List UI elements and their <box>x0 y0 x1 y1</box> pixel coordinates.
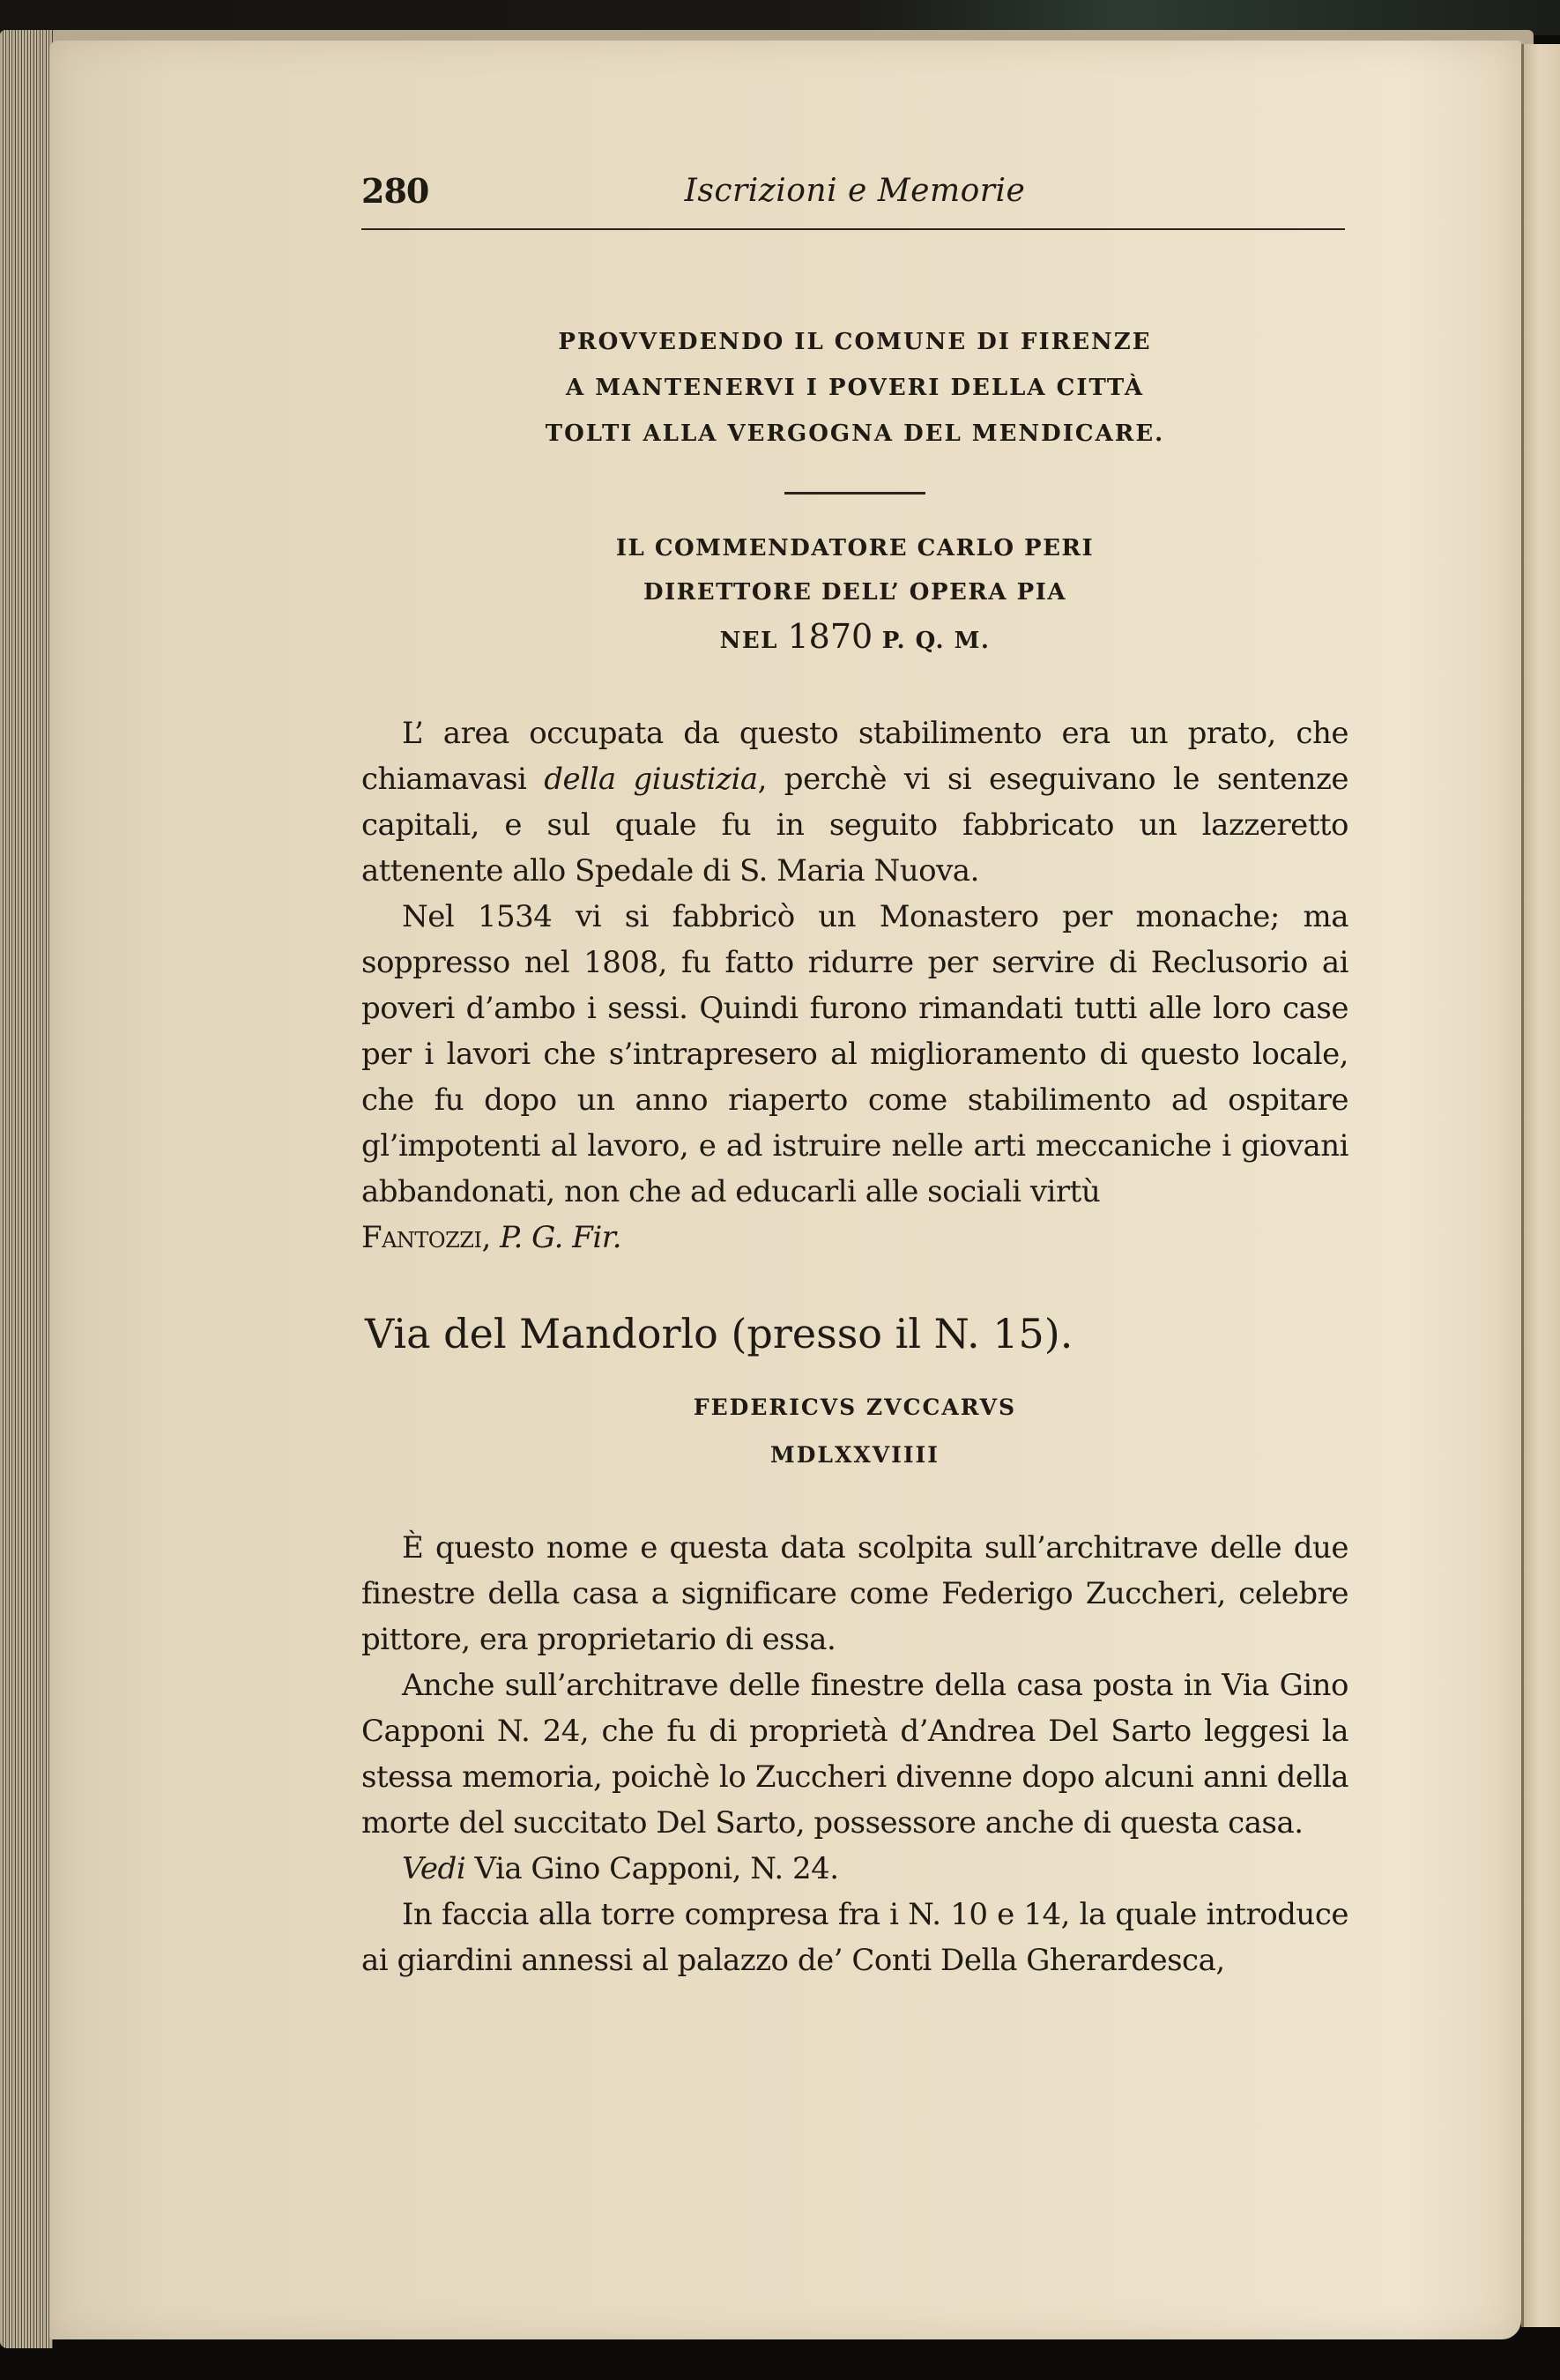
inscription-divider <box>784 492 925 495</box>
inscription-year: 1870 <box>787 617 873 656</box>
paragraph-text: , perchè vi si eseguivano le sentenze capitali, e sul quale fu in seguito fabbricato un lazzeretto attenente allo Spedale di S. Maria Nuova. <box>361 762 1348 889</box>
citation <box>361 1215 1348 1261</box>
inscription-line: IL COMMENDATORE CARLO PERI <box>615 535 1095 562</box>
inscription-line <box>361 614 1348 663</box>
page-stack-left <box>0 30 53 2348</box>
paragraph-area <box>361 710 1348 894</box>
running-head <box>361 164 1348 217</box>
citation-author: Fantozzi, <box>361 1220 491 1255</box>
inscription-text: P. Q. M. <box>873 628 991 654</box>
inscription-line: MDLXXVIIII <box>770 1442 940 1468</box>
page-fold-right <box>1521 44 1560 2327</box>
running-title: Iscrizioni e Memorie <box>684 173 1026 209</box>
italic-term: della giustizia <box>544 762 758 797</box>
paragraph-text: Anche sull’architrave delle finestre della casa posta in Via Gino Capponi N. 24, che fu di proprietà d’Andrea Del Sarto leggesi la stessa memoria, poichè lo Zuccheri divenne dopo alcuni anni della morte del succitato Del Sarto, possessore anche di questa casa. <box>361 1668 1348 1841</box>
paragraph-torre <box>361 1892 1348 1983</box>
inscription-comune <box>361 319 1348 457</box>
inscription-line: FEDERICVS ZVCCARVS <box>693 1395 1017 1420</box>
cross-reference-text: Via Gino Capponi, N. 24. <box>465 1851 839 1886</box>
paragraph-history <box>361 894 1348 1215</box>
cross-reference-label: Vedi <box>402 1851 466 1886</box>
inscription-line: DIRETTORE DELL’ OPERA PIA <box>643 579 1067 606</box>
citation-work: P. G. Fir. <box>500 1220 622 1255</box>
inscription-text: NEL <box>719 628 788 654</box>
paragraph-text: È questo nome e questa data scolpita sull’architrave delle due finestre della casa a significare come Federigo Zuccheri, celebre pittore, era proprietario di essa. <box>361 1530 1348 1657</box>
page-number: 280 <box>361 171 429 211</box>
page-content <box>361 164 1348 1983</box>
paragraph-text: Nel 1534 vi si fabbricò un Monastero per monache; ma soppresso nel 1808, fu fatto ridurre per servire di Reclusorio ai poveri d’ambo i sessi. Quindi furono rimandati tutti alle loro case per i lavori che s’intrapresero al miglioramento di questo locale, che fu dopo un anno riaperto come stabilimento ad ospitare gl’impotenti al lavoro, e ad istruire nelle arti meccaniche i giovani abbandonati, non che ad educarli alle sociali virtù <box>361 899 1348 1209</box>
paragraph-zuccheri <box>361 1525 1348 1662</box>
section-heading: Via del Mandorlo (presso il N. 15). <box>365 1310 1073 1357</box>
cross-reference <box>361 1846 1348 1892</box>
inscription-line: A MANTENERVI I POVERI DELLA CITTÀ <box>565 375 1145 401</box>
inscription-peri <box>361 526 1348 663</box>
paragraph-capponi <box>361 1662 1348 1846</box>
inscription-line: PROVVEDENDO IL COMUNE DI FIRENZE <box>558 329 1152 355</box>
inscription-zuccaro <box>361 1384 1348 1479</box>
inscription-line: TOLTI ALLA VERGOGNA DEL MENDICARE. <box>545 420 1165 447</box>
header-rule <box>361 228 1345 230</box>
paragraph-text: L’ area occupata da questo stabilimento era un prato, che chiamavasi <box>361 716 1348 797</box>
paragraph-text: In faccia alla torre compresa fra i N. 10 e 14, la quale introduce ai giardini annessi al palazzo de’ Conti Della Gherardesca, <box>361 1897 1348 1978</box>
